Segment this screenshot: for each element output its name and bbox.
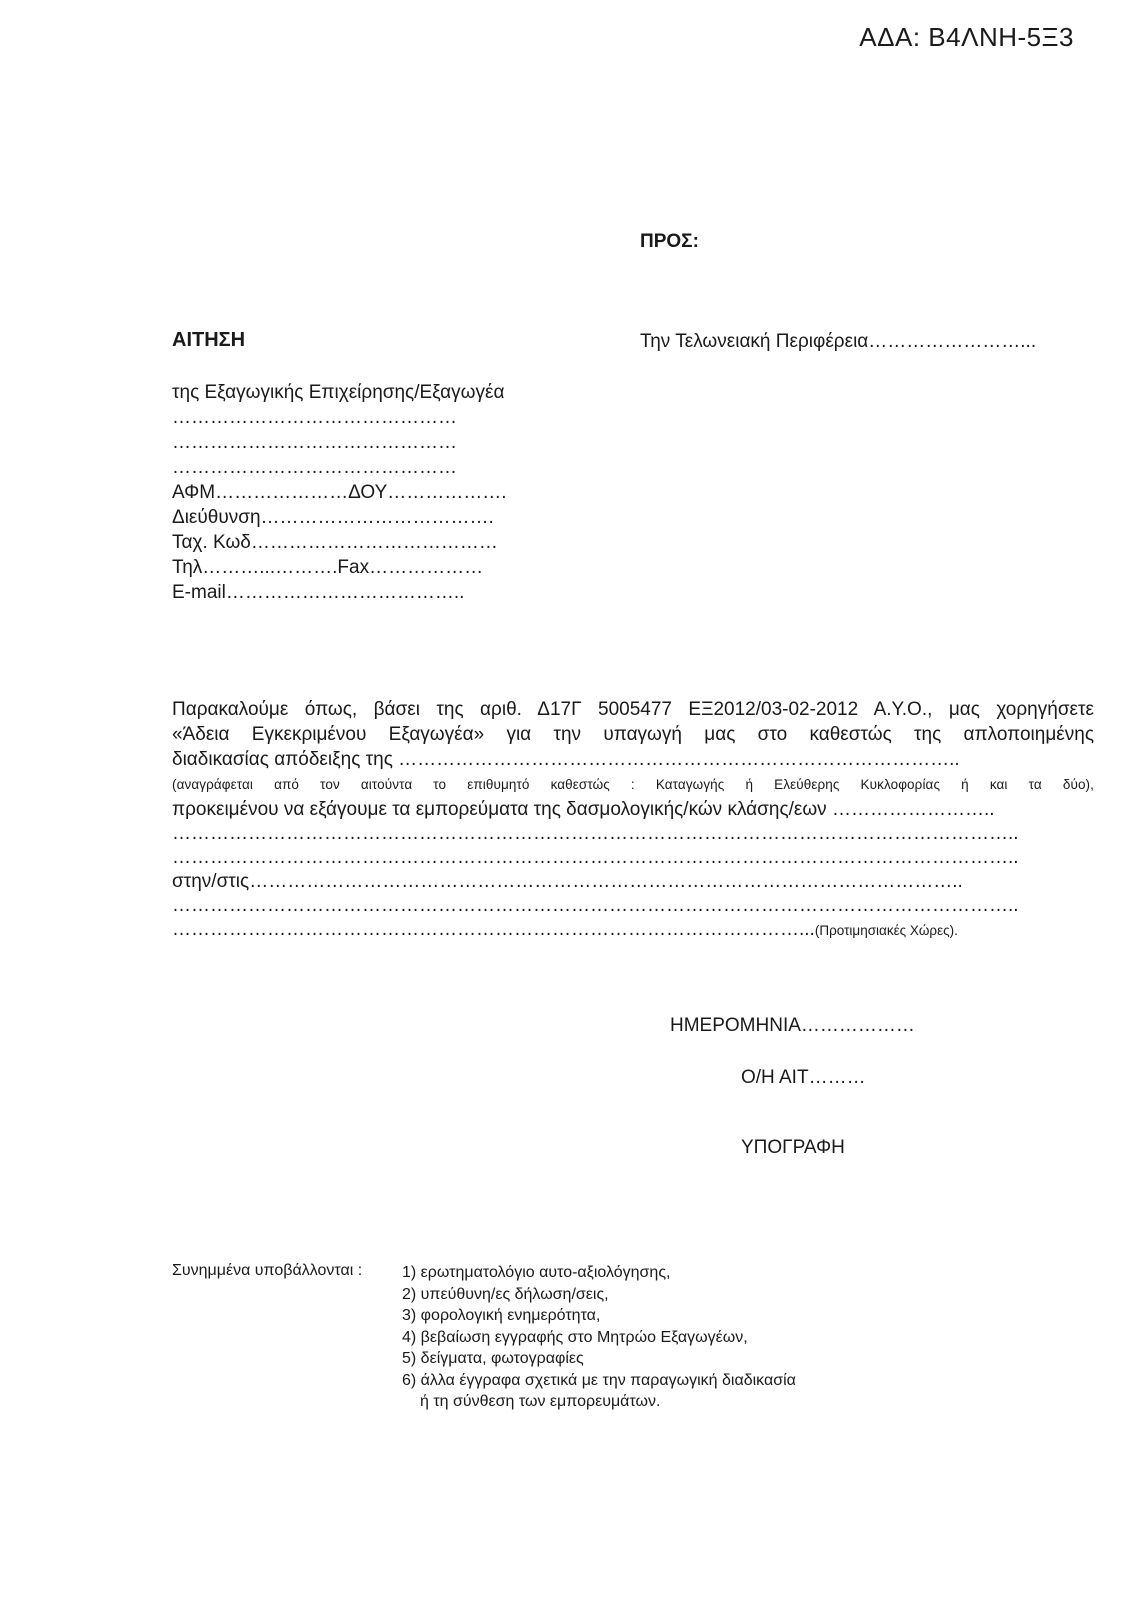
- email-field: E-mail………………………………..: [172, 582, 465, 603]
- applicant-heading: της Εξαγωγικής Επιχείρησης/Εξαγωγέα: [172, 382, 505, 403]
- applicant-sign-field: Ο/Η ΑΙΤ………: [741, 1067, 866, 1088]
- phone-fax-field: Τηλ………...……….Fax………………: [172, 557, 484, 578]
- countries-line: στην/στις…………………………………………………………………………………………………..: [172, 871, 963, 892]
- applicant-name-line: ………………………………………: [172, 457, 457, 478]
- attachments-label: Συνημμένα υποβάλλονται :: [172, 1262, 363, 1279]
- request-line: προκειμένου να εξάγουμε τα εμπορεύματα της δασμολογικής/κών κλάσης/εων ……………………..: [172, 799, 995, 820]
- attachment-item: 4) βεβαίωση εγγραφής στο Μητρώο Εξαγωγέων,: [402, 1328, 748, 1346]
- attachment-item: 5) δείγματα, φωτογραφίες: [402, 1350, 584, 1367]
- request-paragraph: [172, 697, 1094, 943]
- tariff-dots-line: ……………………………………………………………………………………………………………………..: [172, 823, 1019, 844]
- applicant-name-line: ………………………………………: [172, 407, 457, 428]
- attachment-item: 2) υπεύθυνη/ες δήλωση/σεις,: [402, 1285, 609, 1303]
- address-field: Διεύθυνση……………………………….: [172, 507, 494, 528]
- request-line: Παρακαλούμε όπως, βάσει της αριθ. Δ17Γ 5005477 ΕΞ2012/03-02-2012 Α.Υ.Ο., μας χορηγήσετε: [172, 699, 1094, 720]
- to-label: ΠΡΟΣ:: [640, 231, 699, 252]
- attachment-item-continuation: ή τη σύνθεση των εμπορευμάτων.: [420, 1393, 661, 1410]
- applicant-name-line: ………………………………………: [172, 432, 457, 453]
- attachment-item: 6) άλλα έγγραφα σχετικά με την παραγωγική διαδικασία: [402, 1371, 796, 1389]
- request-line: «Άδεια Εγκεκριμένου Εξαγωγέα» για την υπαγωγή μας στο καθεστώς της απλοποιημένης: [172, 724, 1094, 745]
- ada-code: ΑΔΑ: Β4ΛΝΗ-5Ξ3: [859, 22, 1074, 52]
- recipient-line: Την Τελωνειακή Περιφέρεια……………………...: [640, 331, 1037, 352]
- tariff-dots-line: ……………………………………………………………………………………………………………………..: [172, 847, 1019, 868]
- countries-dots-line: ……………………………………………………………………………………………………………………..: [172, 895, 1019, 916]
- document-title: ΑΙΤΗΣΗ: [172, 329, 246, 351]
- attachment-item: 1) ερωτηματολόγιο αυτο-αξιολόγησης,: [402, 1264, 671, 1281]
- date-field: ΗΜΕΡΟΜΗΝΙΑ………………: [670, 1015, 915, 1036]
- attachment-item: 3) φορολογική ενημερότητα,: [402, 1307, 601, 1324]
- afm-doy-field: ΑΦΜ…………………ΔΟΥ……………….: [172, 482, 507, 503]
- countries-dots: ………………………………………………………………………………………...: [172, 919, 815, 940]
- signature-label: ΥΠΟΓΡΑΦΗ: [741, 1137, 845, 1158]
- regime-note: (αναγράφεται από τον αιτούντα το επιθυμητό καθεστώς : Καταγωγής ή Ελεύθερης Κυκλοφορίας ή και τα δύο),: [172, 777, 1094, 792]
- request-line: διαδικασίας απόδειξης της ……………………………………………………………………………..: [172, 749, 960, 770]
- postcode-field: Ταχ. Κωδ…………………………………: [172, 532, 498, 553]
- applicant-block: [172, 380, 507, 605]
- attachments-list: [402, 1262, 796, 1413]
- preferential-countries-note: (Προτιμησιακές Χώρες).: [814, 923, 958, 938]
- preferential-countries-line: [172, 918, 1094, 943]
